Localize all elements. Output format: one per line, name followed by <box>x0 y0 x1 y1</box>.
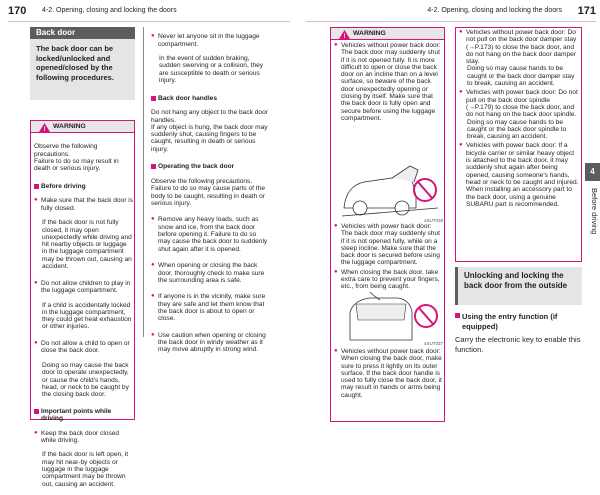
bullet: ● Use caution when opening or closing the back door in windy weather as it may move abruptly in strong wind. <box>151 332 269 354</box>
bullet: ● Vehicles with power back door: Do not pull on the back door spindle (→P.179) to close the back door, and do not hang on the back door spindle. <box>459 89 579 118</box>
image-code: 4SUT037 <box>424 341 444 346</box>
entry-section <box>455 312 582 354</box>
bullet: ● Vehicles without power back door: When closing the back door, make sure to press it lightly on its outer surface. If the back door handle is used to fully close the back door, it may result in hands or arms being caught. <box>334 348 442 399</box>
warn-intro: Observe the following precautions. Failure to do so may result in death or serious injury. <box>34 143 119 173</box>
bullet: ● Vehicles with power back door: The back door may suddenly shut if it is not opened fully, while on a steep incline. Make sure that the back door is secured before using the luggage compartment. <box>334 223 442 267</box>
entry-heading: Using the entry function (if equipped) <box>455 312 582 331</box>
svg-text:!: ! <box>343 34 346 40</box>
bullet-detail: Doing so may cause hands to be caught or the back door damper stay to break, causing an accident. <box>467 65 575 88</box>
column-2 <box>151 26 269 361</box>
bullet: ● Do not allow a child to open or close the back door. <box>34 340 133 355</box>
warning-header <box>331 28 444 40</box>
bullet: ● Remove any heavy loads, such as snow and ice, from the back door before opening it. Failure to do so may cause the back door to suddenly shut again after it is opened. <box>151 216 269 252</box>
warning-label: WARNING <box>353 30 386 37</box>
svg-text:!: ! <box>43 127 46 133</box>
bullet: ● Make sure that the back door is fully closed. <box>34 197 133 212</box>
column-divider <box>143 27 144 337</box>
bullet-detail: If the back door is not fully closed, it may open unexpectedly while driving and hit nearby objects or luggage in the luggage compartment may be thrown out, causing an accident. <box>42 219 132 271</box>
entry-text: Carry the electronic key to enable this function. <box>455 335 581 354</box>
warning-header <box>31 121 134 133</box>
chapter-tab: 4 <box>585 163 600 181</box>
warning-3-text <box>459 29 579 208</box>
section-title: Unlocking and locking the back door from the outside <box>464 271 568 290</box>
bullet-detail: Doing so may cause hands to be caught or the back door spindle to break, causing an accident. <box>467 118 567 141</box>
before-driving-heading: Before driving <box>34 183 133 190</box>
warning-2-text-top <box>334 42 442 122</box>
chapter-label: Before driving <box>590 188 599 235</box>
back-door-incline-illustration <box>340 160 440 220</box>
right-page-header <box>306 0 596 22</box>
bullet: ● Keep the back door closed while driving. <box>34 430 133 445</box>
right-section-title: 4-2. Opening, closing and locking the doors <box>427 7 562 14</box>
warning-2-text-mid <box>334 223 442 291</box>
bullet: ● When closing the back door, take extra care to prevent your fingers, etc., from being caught. <box>334 269 442 291</box>
bullet: ● Never let anyone sit in the luggage compartment. <box>151 33 269 48</box>
important-heading: Important points while driving <box>34 408 133 423</box>
warning-triangle-icon <box>339 30 350 39</box>
left-page-number: 170 <box>8 5 27 17</box>
bullet-detail: Doing so may cause the back door to operate unexpectedly, or cause the child's hands, head, or neck to be caught by the closing back door. <box>42 361 129 399</box>
bullet-detail: If a child is accidentally locked in the luggage compartment, they could get heat exhaustion or other injuries. <box>42 301 132 331</box>
intro-text: The back door can be locked/unlocked and opened/closed by the following procedures. <box>36 44 114 82</box>
bullet: ● Vehicles without power back door: Do not pull on the back door damper stay (→P.173) to close the back door, and do not hang on the back door damper stay. <box>459 29 579 65</box>
right-page-number: 171 <box>577 5 596 17</box>
operating-text: Observe the following precautions. Failure to do so may cause parts of the body to be caught, resulting in death or serious injury. <box>151 177 266 207</box>
handles-heading: Back door handles <box>151 95 269 102</box>
warning-label: WARNING <box>53 123 86 130</box>
back-door-closing-illustration <box>340 290 440 345</box>
handles-text: Do not hang any object to the back door handles. If any object is hung, the back door may suddenly shut, causing fingers to be caught, resulting in death or serious injury. <box>151 109 268 153</box>
warning-1-text <box>34 136 133 495</box>
warning-2-text-bottom <box>334 348 442 399</box>
operating-heading: Operating the back door <box>151 163 269 170</box>
bullet: ● If anyone is in the vicinity, make sure they are safe and let them know that the back door is about to open or close. <box>151 293 269 322</box>
bullet-detail: If the back door is left open, it may hit near-by objects or luggage in the luggage compartment may be thrown out, causing an accident. <box>42 451 129 488</box>
bullet-detail: In the event of sudden braking, sudden swerving or a collision, they are susceptible to death or serious injury. <box>159 55 264 85</box>
image-code: 4SUT038 <box>424 218 444 223</box>
bullet: ● When opening or closing the back door, thoroughly check to make sure the surrounding area is safe. <box>151 262 269 284</box>
intro-box <box>30 27 135 100</box>
section-title-box <box>455 267 582 305</box>
left-section-title: 4-2. Opening, closing and locking the doors <box>42 7 177 14</box>
bullet: ● Vehicles with power back door: If a bicycle carrier or similar heavy object is attached to the back door, it may suddenly shut again after being opened, causing someone's hands, head or neck to be caught and injured. When installing an accessory part to the back door, using a genuine SUBARU part is recommended. <box>459 142 579 208</box>
intro-title: Back door <box>30 27 135 39</box>
bullet: ● Vehicles without power back door: The back door may suddenly shut if it is not opened fully. It is more difficult to open or close the back door on an incline than on a level surface, so beware of the back door unexpectedly opening or closing by itself. Make sure that the back door is fully open and secure before using the luggage compartment. <box>334 42 442 122</box>
left-page-header <box>8 0 290 22</box>
bullet: ● Do not allow children to play in the luggage compartment. <box>34 280 133 295</box>
warning-triangle-icon <box>39 123 50 132</box>
